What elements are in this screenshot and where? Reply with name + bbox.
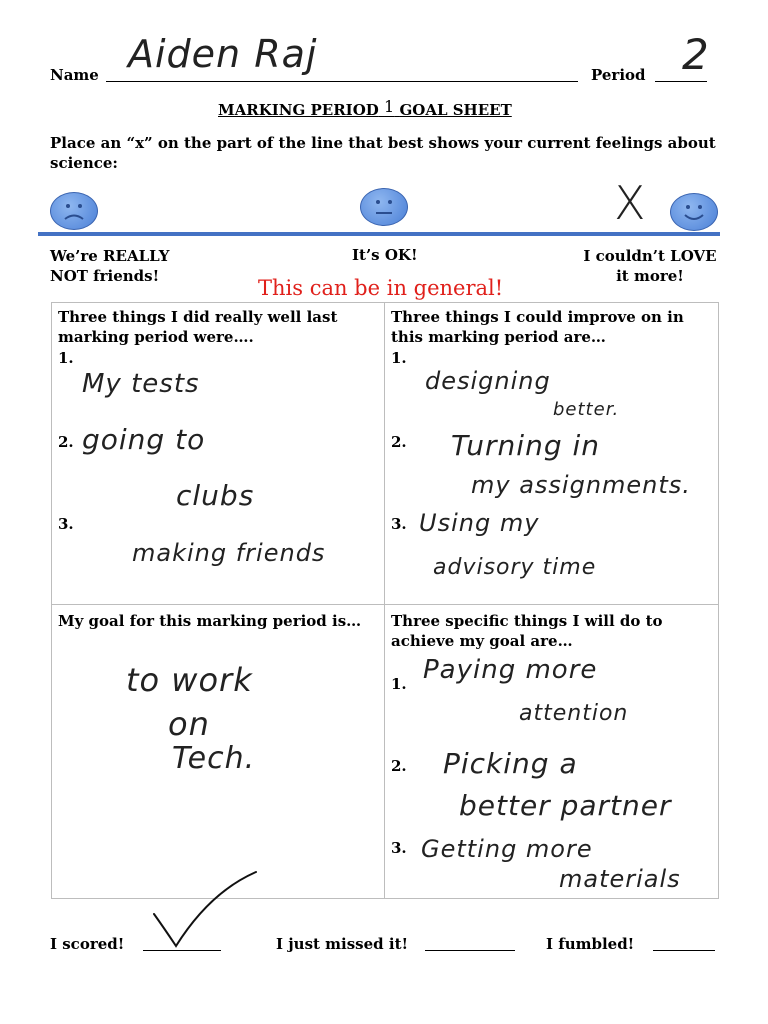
item-number: 2.: [391, 433, 407, 451]
improve-answer-2b: my assignments.: [471, 471, 691, 499]
period-label: Period: [591, 66, 646, 84]
fumbled-field[interactable]: [653, 930, 715, 951]
improve-prompt: Three things I could improve on in this marking period are…: [391, 308, 684, 346]
specific-cell: [385, 605, 719, 899]
improve-answer-3b: advisory time: [433, 555, 597, 580]
improve-answer-3a: Using my: [419, 509, 540, 537]
name-label: Name: [50, 66, 99, 84]
goal-answer-1: to work: [126, 661, 253, 699]
item-number: 1.: [391, 349, 407, 367]
specific-answer-1b: attention: [519, 701, 629, 726]
goal-answer-3: Tech.: [172, 741, 256, 776]
improve-answer-1b: better.: [553, 399, 620, 420]
item-number: 1.: [391, 675, 407, 693]
scale-left-label: We’re REALLY NOT friends!: [50, 247, 170, 285]
item-number: 3.: [391, 515, 407, 533]
general-note: This can be in general!: [258, 276, 504, 300]
specific-answer-3b: materials: [559, 865, 681, 893]
period-value: 2: [682, 30, 710, 79]
did-well-prompt: Three things I did really well last marking period were….: [58, 308, 338, 346]
improve-answer-2a: Turning in: [451, 429, 601, 462]
specific-answer-3a: Getting more: [421, 835, 593, 863]
specific-answer-2b: better partner: [459, 789, 672, 822]
happy-face-icon: [670, 193, 718, 231]
feeling-scale-line[interactable]: [38, 232, 720, 236]
did-well-cell: [52, 303, 385, 605]
scale-right-label: I couldn’t LOVE it more!: [583, 247, 717, 285]
missed-label: I just missed it!: [276, 935, 409, 953]
item-number: 2.: [58, 433, 74, 451]
goal-table: [51, 302, 719, 899]
did-well-answer-2a: going to: [82, 423, 206, 456]
scale-mark: X: [614, 176, 647, 230]
specific-answer-2a: Picking a: [443, 747, 578, 780]
specific-answer-1a: Paying more: [423, 655, 598, 685]
improve-cell: [385, 303, 719, 605]
specific-prompt: Three specific things I will do to achieve my goal are…: [391, 612, 663, 650]
scored-label: I scored!: [50, 935, 125, 953]
fumbled-label: I fumbled!: [546, 935, 635, 953]
item-number: 3.: [58, 515, 74, 533]
did-well-answer-2b: clubs: [176, 479, 255, 512]
item-number: 3.: [391, 839, 407, 857]
item-number: 1.: [58, 349, 74, 367]
goal-prompt: My goal for this marking period is…: [58, 612, 362, 630]
instruction-text: Place an “x” on the part of the line that best shows your current feelings about science:: [50, 134, 716, 172]
page-title: MARKING PERIOD 1 GOAL SHEET: [218, 97, 512, 119]
improve-answer-1a: designing: [425, 367, 551, 395]
check-icon: [150, 868, 260, 954]
did-well-answer-3: making friends: [132, 539, 326, 567]
did-well-answer-1: My tests: [82, 369, 200, 399]
neutral-face-icon: [360, 188, 408, 226]
scale-mid-label: It’s OK!: [352, 246, 418, 264]
sad-face-icon: [50, 192, 98, 230]
goal-cell: [52, 605, 385, 899]
name-value: Aiden Raj: [128, 32, 318, 76]
goal-answer-2: on: [168, 705, 210, 743]
title-number: 1: [384, 97, 395, 116]
item-number: 2.: [391, 757, 407, 775]
missed-field[interactable]: [425, 930, 515, 951]
